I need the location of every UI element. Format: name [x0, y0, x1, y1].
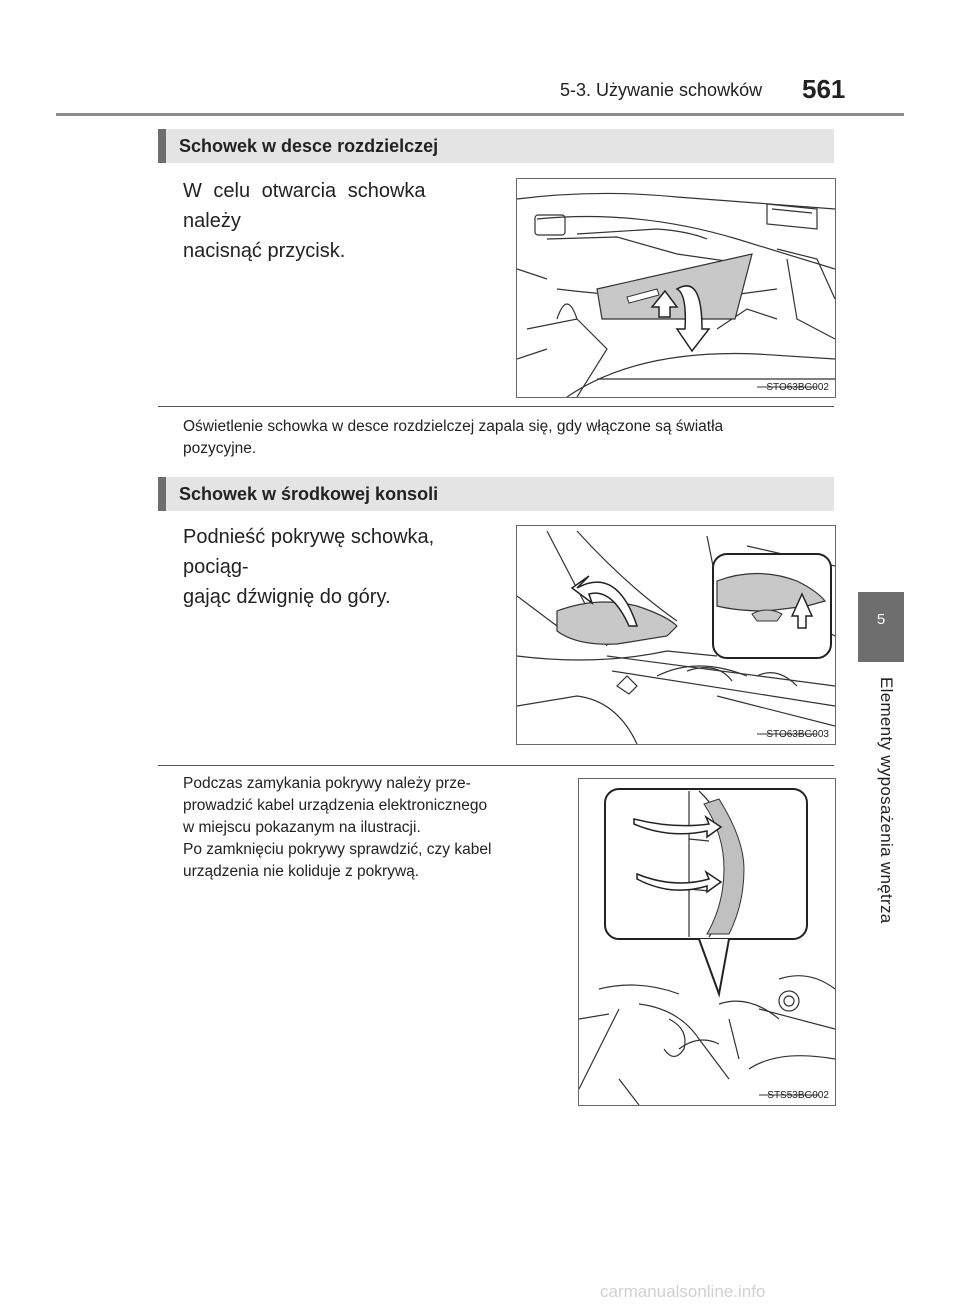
header-section-title: 5-3. Używanie schowków [560, 80, 763, 100]
figure-code: STO63BG002 [766, 382, 829, 393]
cable-note-text [183, 773, 563, 883]
header-rule [56, 113, 904, 116]
section-divider [158, 406, 834, 407]
watermark-text: carmanualsonline.info [600, 1282, 766, 1301]
instruction-text [183, 176, 483, 266]
section-divider [158, 765, 834, 766]
cable-routing-illustration [578, 778, 836, 1106]
section-title-dashboard-glovebox: Schowek w desce rozdzielczej [158, 129, 834, 163]
note-line: pozycyjne. [183, 440, 257, 457]
glovebox-lid-shape [597, 254, 752, 319]
page-number: 561 [802, 74, 846, 104]
glovebox-illustration [516, 178, 836, 398]
figure-code: STS53BG002 [767, 1090, 829, 1101]
instruction-line: nacisnąć przycisk. [183, 240, 346, 262]
figure-code: STO63BG003 [766, 729, 829, 740]
note-line: Oświetlenie schowka w desce rozdzielczej zapala się, gdy włączone są światła [183, 418, 724, 435]
instruction-line: gając dźwignię do góry. [183, 586, 391, 608]
console-illustration [516, 525, 836, 745]
detail-inset [605, 789, 807, 939]
note-line: urządzenia nie koliduje z pokrywą. [183, 863, 420, 880]
note-line: Po zamknięciu pokrywy sprawdzić, czy kabel [183, 841, 492, 858]
console-drawing [517, 526, 835, 744]
chapter-tab: 5 [858, 592, 904, 662]
note-line: prowadzić kabel urządzenia elektronicznego [183, 797, 488, 814]
instruction-line: Podnieść pokrywę schowka, pociąg- [183, 526, 435, 578]
cable-routing-drawing [579, 779, 835, 1105]
instruction-text [183, 522, 503, 612]
instruction-line: W celu otwarcia schowka należy [183, 180, 426, 232]
note-line: Podczas zamykania pokrywy należy prze- [183, 775, 471, 792]
chapter-label: Elementy wyposażenia wnętrza [877, 677, 896, 924]
note-line: w miejscu pokazanym na ilustracji. [183, 819, 421, 836]
note-text [183, 416, 833, 460]
glovebox-drawing [517, 179, 835, 397]
section-title-center-console: Schowek w środkowej konsoli [158, 477, 834, 511]
